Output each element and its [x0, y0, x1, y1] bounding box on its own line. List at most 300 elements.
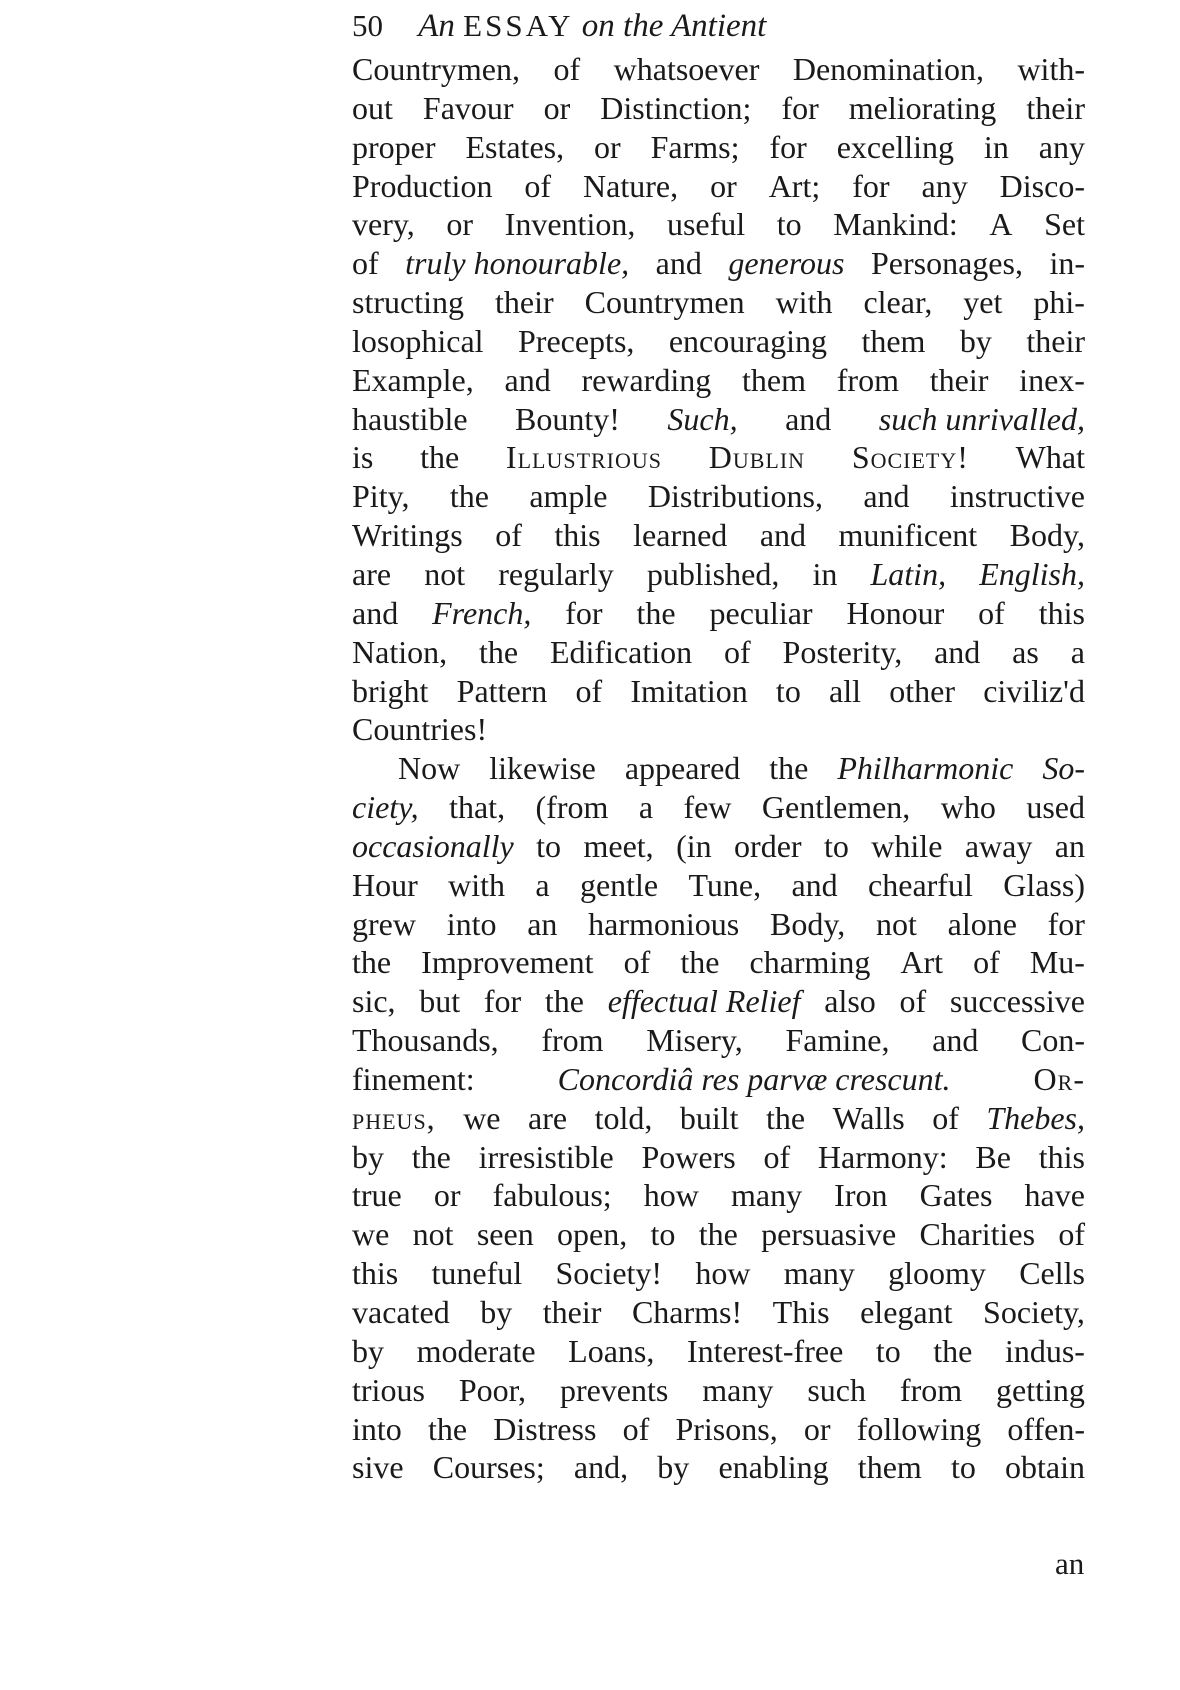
word: meet, [583, 827, 654, 864]
word: to [536, 827, 562, 864]
text-line [352, 400, 1085, 439]
word: Pattern [456, 672, 548, 709]
word: or [446, 206, 474, 243]
word: Art [900, 944, 944, 981]
word: proper [352, 128, 436, 165]
text-line [352, 1371, 1085, 1410]
word: Example, [352, 361, 474, 398]
word: Courses; [432, 1449, 545, 1486]
word: Estates, [465, 128, 565, 165]
word: likewise [489, 750, 596, 787]
word: encouraging [668, 322, 827, 359]
word: many [702, 1371, 774, 1408]
word: yet [963, 284, 1003, 321]
text-line [352, 477, 1085, 516]
word: Posterity, [782, 633, 903, 670]
word: by [959, 322, 992, 359]
word: to [775, 672, 801, 709]
word: Countries! [352, 711, 488, 748]
word: So- [1042, 750, 1085, 787]
word: This [772, 1294, 830, 1330]
word: but [419, 983, 461, 1020]
word: Poor, [458, 1371, 526, 1408]
word: sic, [352, 983, 396, 1020]
header-title-prefix: An [418, 8, 455, 44]
word: from [836, 361, 899, 398]
word: Mu- [1029, 944, 1085, 981]
word: grew [352, 905, 416, 942]
word: a [638, 789, 654, 826]
word: of [575, 672, 603, 709]
word: learned [633, 517, 728, 554]
word: not [424, 555, 466, 592]
word: Production [352, 167, 493, 204]
word: alone [947, 905, 1017, 942]
word: a [535, 866, 550, 903]
word: Precepts, [517, 322, 635, 359]
word: getting [996, 1371, 1085, 1408]
word: Edification [549, 633, 693, 670]
word: harmonious [588, 905, 740, 942]
word: to [823, 827, 849, 864]
word: irresistible [478, 1138, 614, 1175]
word: and [655, 245, 702, 282]
word: Imitation [630, 672, 748, 709]
word: we [352, 1216, 390, 1253]
word: A [989, 206, 1013, 243]
text-line [352, 788, 1085, 827]
word: Be [975, 1138, 1011, 1175]
word: into [352, 1410, 402, 1447]
text-line [352, 710, 1085, 749]
word: successive [949, 983, 1085, 1020]
text-line [352, 943, 1085, 982]
word: any [1038, 128, 1085, 165]
word: true [352, 1177, 402, 1214]
word: for [781, 89, 819, 126]
text-line [352, 438, 1085, 477]
word: or [433, 1177, 461, 1214]
word: and [932, 1022, 979, 1059]
word: their [1026, 89, 1085, 126]
word: and [863, 478, 910, 515]
word: of [899, 983, 927, 1020]
word: Countrymen, [352, 51, 520, 87]
word: rewarding [581, 361, 712, 398]
word: and [759, 517, 807, 554]
word: bright [352, 672, 429, 709]
word: Hour [352, 866, 418, 903]
word: Society, [983, 1294, 1085, 1330]
word: open, [557, 1216, 628, 1253]
word: for [769, 128, 807, 165]
word: Tune, [688, 866, 762, 903]
word: prevents [559, 1371, 669, 1408]
word: indus- [1004, 1332, 1085, 1369]
word: many [730, 1177, 803, 1214]
text-line [352, 1254, 1085, 1293]
word: the [680, 944, 720, 981]
word: chearful [868, 866, 973, 903]
word: Charms! [631, 1294, 743, 1330]
word: Misery, [646, 1022, 743, 1059]
word: few [683, 789, 732, 826]
word: by [480, 1294, 513, 1330]
word: or [594, 128, 621, 165]
word: clear, [863, 284, 933, 321]
header-title-caps: ESSAY [463, 8, 574, 43]
text-line [352, 205, 1085, 244]
word: Nature, [583, 167, 679, 204]
text-line [352, 1021, 1085, 1060]
word: such unrivalled, [878, 400, 1085, 437]
word: with- [1017, 51, 1085, 87]
word: the [933, 1332, 973, 1369]
word: regularly [498, 555, 614, 592]
word: into [446, 905, 497, 942]
word: Prisons, [675, 1410, 778, 1447]
word: gloomy [888, 1255, 986, 1292]
word: Countrymen [584, 284, 745, 321]
word: Concordiâ res parvæ crescunt. [557, 1060, 951, 1097]
word: for [852, 167, 890, 204]
word: to [950, 1449, 976, 1486]
word: order [734, 827, 802, 864]
word: the [449, 478, 489, 515]
word: elegant [860, 1294, 953, 1330]
text-line [352, 982, 1085, 1021]
word: of [973, 944, 1000, 981]
word: also [824, 983, 876, 1020]
word: or [710, 167, 737, 204]
word: Society! [555, 1255, 663, 1292]
text-line [352, 555, 1085, 594]
word: moderate [416, 1332, 536, 1369]
text-line [352, 1215, 1085, 1254]
word: the [411, 1138, 451, 1175]
word: munificent [838, 517, 978, 554]
word: told, [594, 1099, 653, 1136]
word: a [1070, 633, 1085, 670]
word: the [352, 944, 392, 981]
word: finement: [352, 1060, 475, 1097]
word: tuneful [431, 1255, 523, 1292]
word: structing [352, 284, 464, 321]
word: Mankind: [833, 206, 958, 243]
word: Cells [1019, 1255, 1085, 1292]
word: this [1038, 594, 1085, 631]
word: of [1058, 1216, 1085, 1253]
word: of [978, 594, 1005, 631]
text-line [352, 283, 1085, 322]
word: away [964, 827, 1033, 864]
word: in [983, 128, 1009, 165]
word: of [352, 245, 379, 282]
word: of [763, 1138, 791, 1175]
word: civiliz'd [983, 672, 1085, 709]
word: as [1012, 633, 1039, 670]
word: other [889, 672, 955, 709]
word: Body, [769, 905, 846, 942]
word: (from [535, 789, 609, 826]
word: is [352, 439, 374, 476]
word: for [565, 594, 603, 631]
word: Invention, [504, 206, 636, 243]
word: meliorating [848, 89, 997, 126]
word: in- [1049, 245, 1085, 282]
word: the [766, 1099, 806, 1136]
word: their [494, 284, 554, 321]
word: all [829, 672, 862, 709]
word: their [929, 361, 989, 398]
running-header [352, 2, 766, 50]
word: What [1015, 439, 1085, 476]
text-line [352, 50, 1085, 89]
word: fabulous; [492, 1177, 612, 1214]
word: losophical [352, 322, 484, 359]
text-line [352, 633, 1085, 672]
word: seen [476, 1216, 534, 1253]
word: from [899, 1371, 963, 1408]
word: and, [573, 1449, 629, 1486]
word: and [352, 594, 399, 631]
word: (in [676, 827, 712, 864]
word: Distress [493, 1410, 597, 1447]
word: with [775, 284, 833, 321]
word: to [875, 1332, 901, 1369]
word: from [541, 1022, 604, 1059]
word: Latin, [870, 555, 947, 592]
word: the [427, 1410, 468, 1447]
text-line [352, 128, 1085, 167]
word: Art; [768, 167, 821, 204]
word: Distinction; [600, 89, 752, 126]
word: gentle [579, 866, 659, 903]
word: vacated [352, 1294, 450, 1330]
word: English, [979, 555, 1085, 592]
word: how [695, 1255, 751, 1292]
word: Nation, [352, 633, 448, 670]
word: of [623, 944, 651, 981]
word: an [1054, 827, 1085, 864]
word: this [352, 1255, 399, 1292]
word: Interest-free [686, 1332, 844, 1369]
word: pheus, [352, 1099, 436, 1136]
word: built [679, 1099, 739, 1136]
word: have [1024, 1177, 1085, 1214]
word: Dublin [708, 439, 806, 476]
word: their [542, 1294, 602, 1330]
word: how [643, 1177, 699, 1214]
word: the [636, 594, 676, 631]
word: very, [352, 206, 415, 243]
word: or [803, 1410, 831, 1447]
word: of [723, 633, 751, 670]
word: an [527, 905, 558, 942]
word: generous [728, 245, 845, 282]
word: inex- [1019, 361, 1085, 398]
text-line [352, 89, 1085, 128]
word: or [543, 89, 571, 126]
word: Illustrious [505, 439, 663, 476]
word: any [921, 167, 968, 204]
word: many [783, 1255, 855, 1292]
word: the [420, 439, 460, 476]
word: Pity, [352, 478, 410, 515]
word: with [448, 866, 506, 903]
word: French, [432, 594, 532, 631]
word: persuasive [761, 1216, 897, 1253]
page-number: 50 [352, 8, 383, 43]
word: not [412, 1216, 454, 1253]
word: the [698, 1216, 738, 1253]
word: Denomination, [792, 51, 984, 87]
word: Honour [846, 594, 945, 631]
word: following [856, 1410, 982, 1447]
word: Personages, [870, 245, 1023, 282]
word: are [528, 1099, 568, 1136]
word: ciety, [352, 789, 419, 826]
text-line [352, 516, 1085, 555]
word: them [857, 1449, 922, 1486]
word: them [861, 322, 926, 359]
word: in [812, 555, 838, 592]
word: of [495, 517, 522, 554]
text-line [352, 244, 1085, 283]
word: Iron [834, 1177, 888, 1214]
word: Con- [1020, 1022, 1085, 1059]
text-line [352, 1332, 1085, 1371]
text-line [352, 905, 1085, 944]
word: phi- [1033, 284, 1085, 321]
word: this [554, 517, 601, 554]
word: Harmony: [817, 1138, 948, 1175]
text-line [352, 827, 1085, 866]
word: Glass) [1003, 866, 1085, 903]
word: charming [749, 944, 871, 981]
word: who [940, 789, 996, 826]
body-text [352, 50, 1085, 1487]
word: Disco- [999, 167, 1085, 204]
word: used [1026, 789, 1085, 826]
word: Gates [919, 1177, 993, 1214]
word: occasionally [352, 827, 514, 864]
word: them [742, 361, 806, 398]
text-line [352, 167, 1085, 206]
text-line [352, 1448, 1085, 1487]
word: this [1038, 1138, 1085, 1175]
word: Gentlemen, [761, 789, 911, 826]
word: haustible [352, 400, 468, 437]
word: obtain [1005, 1449, 1085, 1486]
word: truly honourable, [405, 245, 630, 282]
word: Bounty! [515, 400, 620, 437]
word: Improvement [421, 944, 594, 981]
word: Famine, [785, 1022, 890, 1059]
word: while [871, 827, 943, 864]
word: Society! [851, 439, 969, 476]
word: their [1026, 322, 1085, 359]
word: Thebes, [986, 1099, 1085, 1136]
word: sive [352, 1449, 404, 1486]
word: the [769, 750, 809, 787]
word: peculiar [709, 594, 813, 631]
word: to [650, 1216, 676, 1253]
word: we [463, 1099, 501, 1136]
word: such [807, 1371, 866, 1408]
word: Or- [1033, 1060, 1085, 1097]
word: appeared [624, 750, 741, 787]
text-line [352, 866, 1085, 905]
word: by [352, 1332, 384, 1369]
header-title-suffix: on the Antient [581, 8, 767, 44]
text-line [352, 672, 1085, 711]
catchword: an [1055, 1546, 1085, 1581]
word: are [352, 555, 392, 592]
word: Set [1044, 206, 1085, 243]
word: for [483, 983, 522, 1020]
text-line [352, 1060, 1085, 1099]
word: effectual Relief [607, 983, 801, 1020]
word: Philharmonic [837, 750, 1014, 787]
word: instructive [949, 478, 1085, 515]
word: Farms; [650, 128, 740, 165]
word: Powers [641, 1138, 736, 1175]
word: Favour [422, 89, 514, 126]
word: by [352, 1138, 384, 1175]
word: out [352, 89, 393, 126]
word: published, [646, 555, 780, 592]
text-line [352, 1410, 1085, 1449]
word: to [776, 206, 802, 243]
text-line [352, 1293, 1085, 1332]
word: of [932, 1099, 959, 1136]
word: for [1047, 905, 1085, 942]
text-line [352, 749, 1085, 788]
word: useful [666, 206, 746, 243]
word: and [785, 400, 832, 437]
text-line [352, 594, 1085, 633]
text-line [352, 322, 1085, 361]
word: of [553, 51, 581, 87]
word: of [622, 1410, 650, 1447]
word: of [524, 167, 552, 204]
word: by [657, 1449, 690, 1486]
word: excelling [836, 128, 954, 165]
word: Thousands, [352, 1022, 499, 1059]
word: and [934, 633, 981, 670]
word: enabling [718, 1449, 829, 1486]
text-line [352, 1138, 1085, 1177]
word: the [544, 983, 584, 1020]
word: Writings [352, 517, 463, 554]
word: whatsoever [613, 51, 760, 87]
word: Charities [919, 1216, 1036, 1253]
word: Distributions, [647, 478, 823, 515]
word: trious [352, 1371, 425, 1408]
word: Loans, [568, 1332, 655, 1369]
word: Body, [1009, 517, 1085, 554]
text-line [352, 1099, 1085, 1138]
word: offen- [1007, 1410, 1085, 1447]
word: the [478, 633, 519, 670]
word: and [504, 361, 551, 398]
word: Such, [667, 400, 738, 437]
word: not [875, 905, 917, 942]
word: and [791, 866, 838, 903]
word: Walls [832, 1099, 905, 1136]
text-line [352, 361, 1085, 400]
